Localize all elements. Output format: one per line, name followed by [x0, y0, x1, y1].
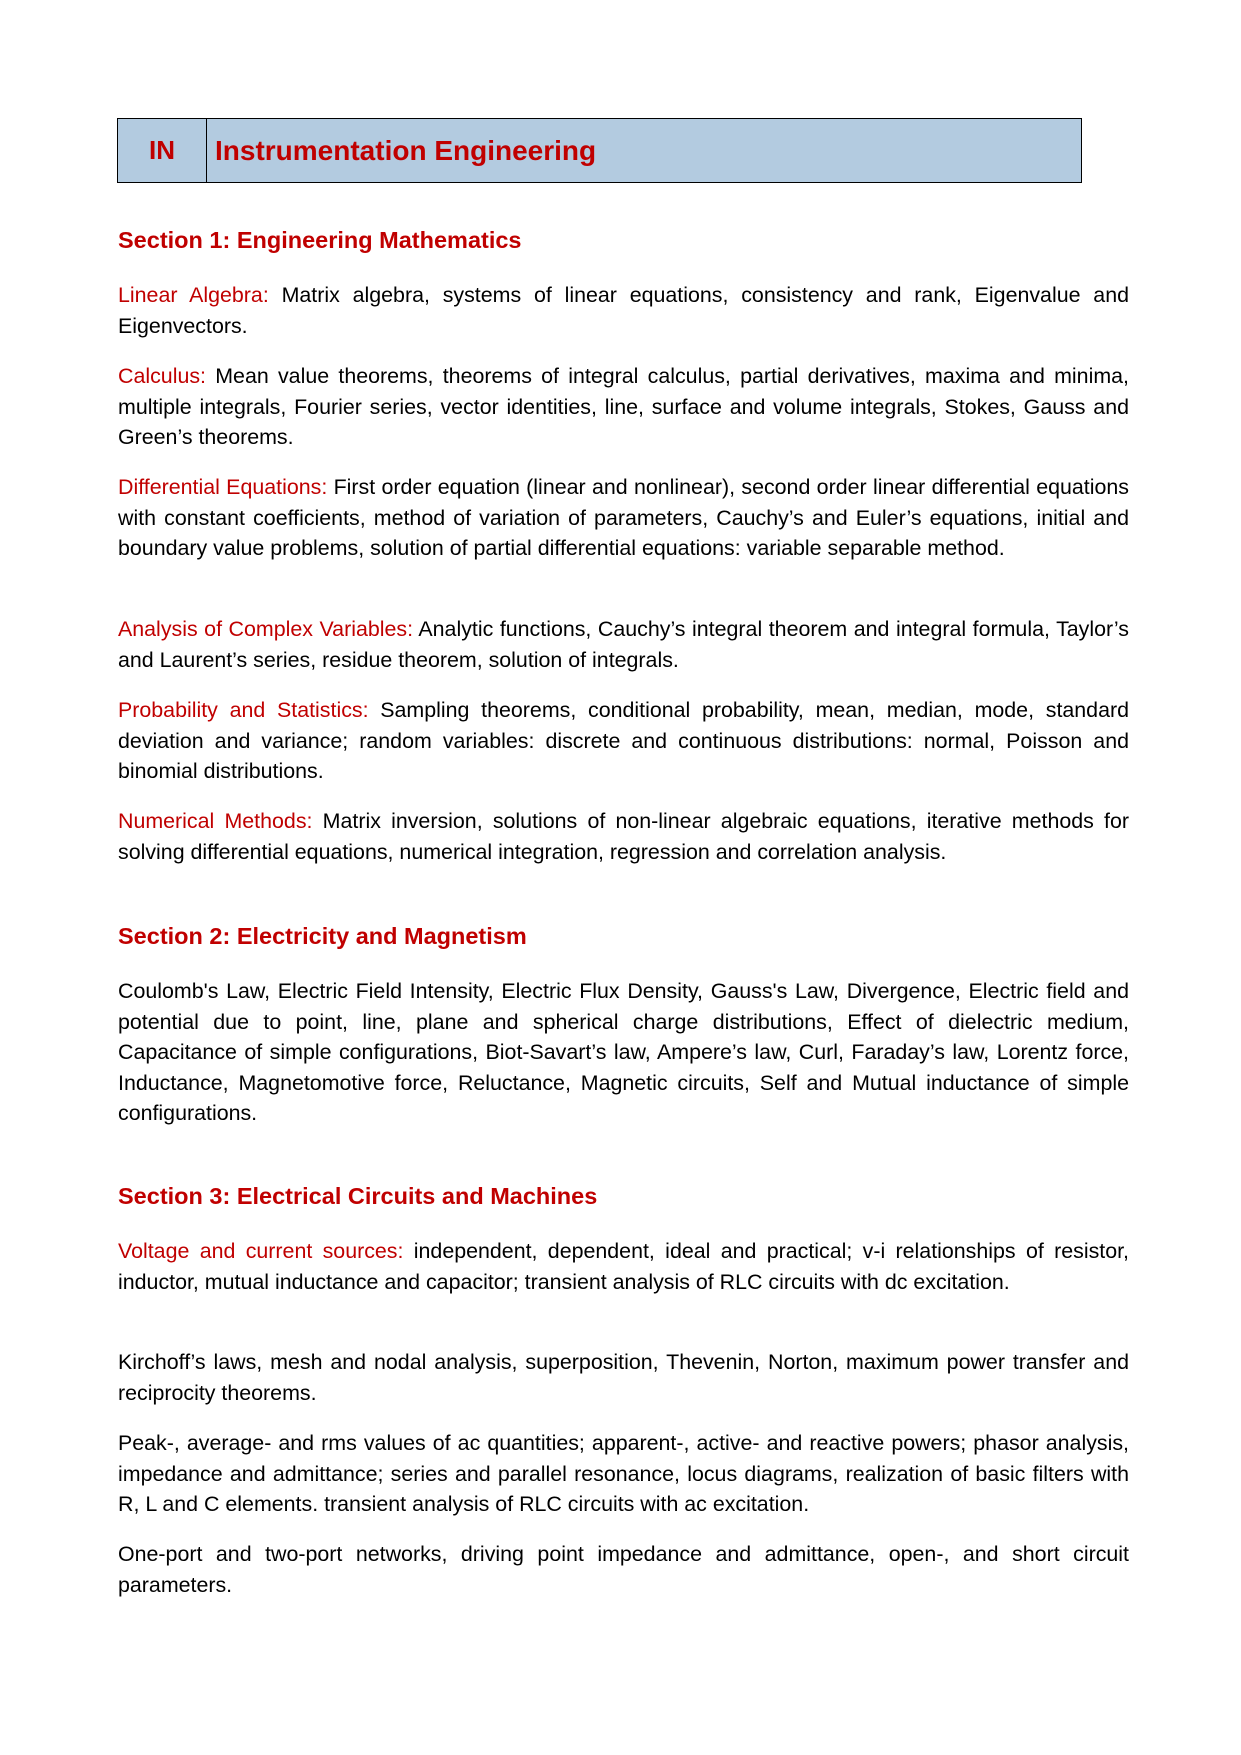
topic-label: Probability and Statistics: — [118, 698, 369, 722]
section3-heading: Section 3: Electrical Circuits and Machines — [118, 1183, 598, 1209]
subject-title: Instrumentation Engineering — [215, 134, 597, 166]
section3-para-ac-quantities: Peak-, average- and rms values of ac quantities; apparent-, active- and reactive powers; phasor analysis, impedance and admittance; series and parallel resonance, locus diagrams, realization of basic filters with R, L and C elements. transient analysis of RLC circuits with ac excitation. — [118, 1431, 1129, 1516]
topic-text: Sampling theorems, conditional probability, mean, median, mode, standard deviation and variance; random variables: discrete and continuous distributions: normal, Poisson and binomial distributions. — [118, 698, 1129, 783]
section1-item-probability-statistics — [118, 695, 1129, 787]
topic-text: First order equation (linear and nonlinear), second order linear differential equations with constant coefficients, method of variation of parameters, Cauchy’s and Euler’s equations, initial and boundary value problems, solution of partial differential equations: variable separable method. — [118, 475, 1129, 560]
topic-label: Linear Algebra: — [118, 283, 269, 307]
section2-heading: Section 2: Electricity and Magnetism — [118, 923, 527, 949]
section3-para-kirchoff: Kirchoff’s laws, mesh and nodal analysis, superposition, Thevenin, Norton, maximum power transfer and reciprocity theorems. — [118, 1350, 1129, 1405]
topic-text: independent, dependent, ideal and practical; v-i relationships of resistor, inductor, mutual inductance and capacitor; transient analysis of RLC circuits with dc excitation. — [118, 1239, 1129, 1294]
topic-text: Matrix algebra, systems of linear equations, consistency and rank, Eigenvalue and Eigenvectors. — [118, 283, 1129, 338]
subject-header — [117, 118, 1082, 183]
topic-label: Analysis of Complex Variables: — [118, 617, 414, 641]
section1-item-numerical-methods — [118, 806, 1129, 867]
section1-item-calculus — [118, 361, 1129, 453]
section1-item-linear-algebra — [118, 280, 1129, 341]
topic-text: Analytic functions, Cauchy’s integral theorem and integral formula, Taylor’s and Laurent’s series, residue theorem, solution of integrals. — [118, 617, 1129, 672]
subject-code: IN — [118, 119, 207, 182]
topic-text: Mean value theorems, theorems of integral calculus, partial derivatives, maxima and minima, multiple integrals, Fourier series, vector identities, line, surface and volume integrals, Stokes, Gauss and Green’s theorems. — [118, 364, 1129, 449]
section3-item-voltage-current-sources — [118, 1236, 1129, 1297]
section1-heading: Section 1: Engineering Mathematics — [118, 227, 522, 253]
section3-para-networks: One-port and two-port networks, driving point impedance and admittance, open-, and short circuit parameters. — [118, 1542, 1129, 1597]
topic-label: Calculus: — [118, 364, 206, 388]
topic-label: Voltage and current sources: — [118, 1239, 404, 1263]
topic-text: Matrix inversion, solutions of non-linear algebraic equations, iterative methods for solving differential equations, numerical integration, regression and correlation analysis. — [118, 809, 1129, 864]
section2-body: Coulomb's Law, Electric Field Intensity, Electric Flux Density, Gauss's Law, Divergence, Electric field and potential due to point, line, plane and spherical charge distributions, Effect of dielectric medium, Capacitance of simple configurations, Biot-Savart’s law, Ampere’s law, Curl, Faraday’s law, Lorentz force, Inductance, Magnetomotive force, Reluctance, Magnetic circuits, Self and Mutual inductance of simple configurations. — [118, 979, 1129, 1125]
section1-item-complex-variables — [118, 614, 1129, 675]
section1-item-differential-equations — [118, 472, 1129, 564]
topic-label: Numerical Methods: — [118, 809, 313, 833]
topic-label: Differential Equations: — [118, 475, 328, 499]
